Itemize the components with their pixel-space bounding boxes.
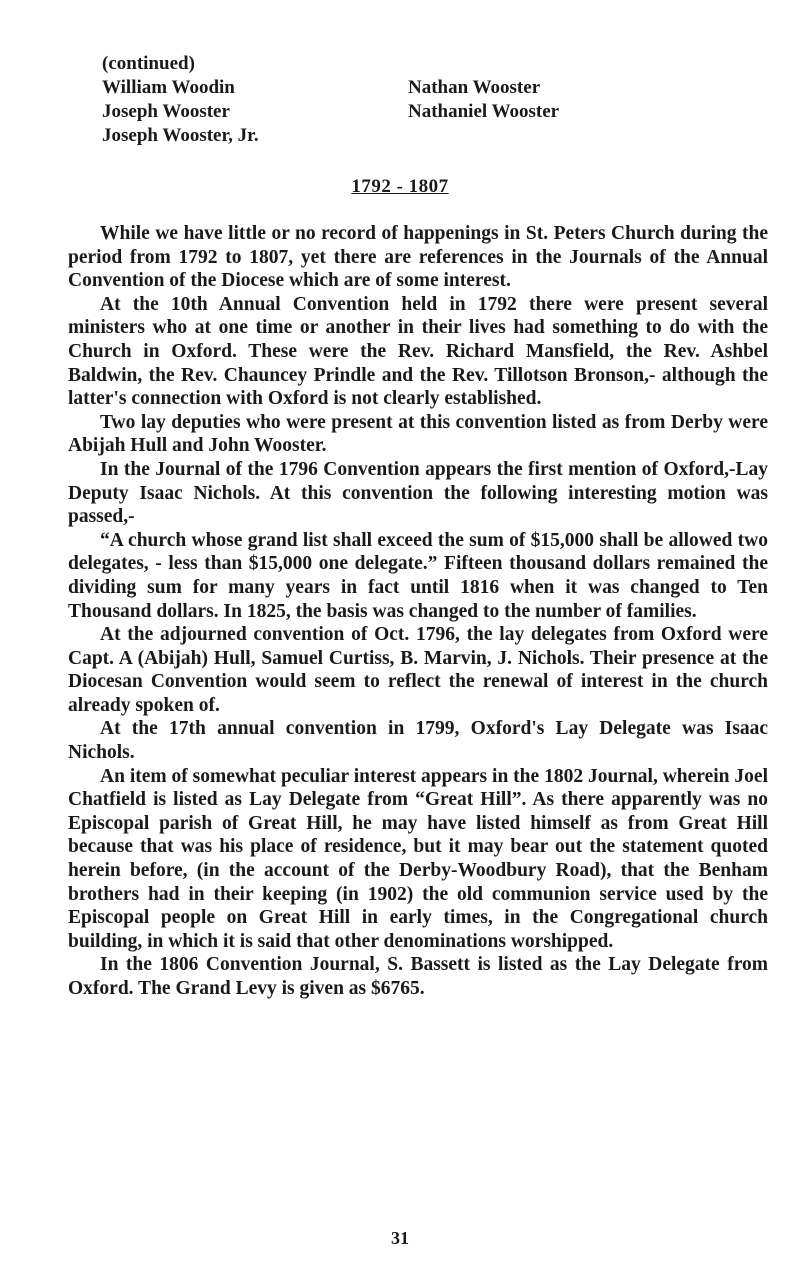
name-list-item: Joseph Wooster, Jr.	[102, 125, 259, 146]
paragraph: In the 1806 Convention Journal, S. Bassett is listed as the Lay Delegate from Oxford. The Grand Levy is given as $6765.	[68, 954, 768, 999]
name-list-left-column	[102, 52, 402, 148]
name-list-item: William Woodin	[102, 77, 235, 98]
paragraph: Two lay deputies who were present at this convention listed as from Derby were Abijah Hull and John Wooster.	[68, 411, 768, 457]
paragraph: At the adjourned convention of Oct. 1796, the lay delegates from Oxford were Capt. A (Abijah) Hull, Samuel Curtiss, B. Marvin, J. Nichols. Their presence at the Diocesan Convention would seem to reflect the renewal of interest in the church already spoken of.	[68, 624, 768, 716]
paragraph: While we have little or no record of happenings in St. Peters Church during the period from 1792 to 1807, yet there are references in the Journals of the Annual Convention of the Diocese which are of some interest.	[68, 223, 768, 292]
name-list-item: (continued)	[102, 53, 195, 74]
body-text	[68, 222, 768, 1001]
paragraph: “A church whose grand list shall exceed the sum of $15,000 shall be allowed two delegates, - less than $15,000 one delegate.” Fifteen thousand dollars remained the dividing sum for many years in fact until 1816 when it was changed to Ten Thousand dollars. In 1825, the basis was changed to the number of families.	[68, 529, 768, 622]
name-list-right-column	[408, 76, 708, 124]
paragraph: In the Journal of the 1796 Convention appears the first mention of Oxford,-Lay Deputy Isaac Nichols. At this convention the following interesting motion was passed,-	[68, 458, 768, 528]
paragraph: At the 17th annual convention in 1799, Oxford's Lay Delegate was Isaac Nichols.	[68, 718, 768, 764]
paragraph: An item of somewhat peculiar interest appears in the 1802 Journal, wherein Joel Chatfield is listed as Lay Delegate from “Great Hill”. As there apparently was no Episcopal parish of Great Hill, he may have listed himself as from Great Hill because that was his place of residence, but it may bear out the statement quoted herein before, (in the account of the Derby-Woodbury Road), that the Benham brothers had in their keeping (in 1902) the old communion service used by the Episcopal people on Great Hill in early times, in the Congregational church building, in which it is said that other denominations worshipped.	[68, 765, 768, 952]
paragraph: At the 10th Annual Convention held in 1792 there were present several ministers who at one time or another in their lives had something to do with the Church in Oxford. These were the Rev. Richard Mansfield, the Rev. Ashbel Baldwin, the Rev. Chauncey Prindle and the Rev. Tillotson Bronson,- although the latter's connection with Oxford is not clearly established.	[68, 293, 768, 410]
page-number: 31	[391, 1228, 409, 1248]
name-list-item: Nathaniel Wooster	[408, 101, 560, 122]
section-title: 1792 - 1807	[351, 176, 449, 197]
name-list-item: Nathan Wooster	[408, 77, 541, 98]
name-list-item: Joseph Wooster	[102, 101, 230, 122]
